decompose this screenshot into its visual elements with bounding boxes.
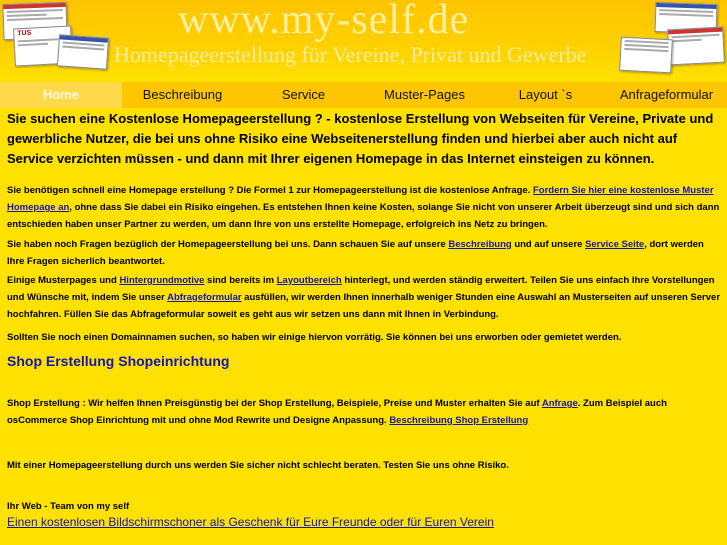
main-navigation (0, 82, 727, 108)
nav-service[interactable]: Service (281, 87, 326, 102)
bildschirmschoner-link[interactable]: Einen kostenlosen Bildschirmschoner als Geschenk für Eure Freunde oder für Euren Verein (7, 515, 494, 529)
muster-homepage-link[interactable]: Fordern Sie hier eine kostenlose Muster Homepage an (7, 185, 714, 213)
nav-anfrageformular[interactable]: Anfrageformular (619, 87, 714, 102)
website-thumbnail-6 (619, 37, 673, 74)
text: , ohne dass Sie dabei ein Risiko eingehen. Es entstehen Ihnen keine Kosten, solange Sie nicht von unserer Arbeit überzeugt sind und sich dann entschieden haben unser Partner zu werden, um dann Ihre von uns erstellte Homepage, erfolgreich ins Netz zu bringen. (7, 202, 720, 230)
signature-text: Ihr Web - Team von my self (7, 501, 130, 512)
intro-text: Sie suchen eine Kostenlose Homepageerstellung ? - kostenlose Erstellung von Webseiten für Vereine, Private und gewerbliche Nutzer, die bei uns ohne Risiko eine Webseitenerstellung finden und hierbei aber auch nicht auf Service verzichten müssen - und dann mit Ihrer eigenen Homepage in das Internet einsteigen zu können. (7, 111, 714, 166)
paragraph-domainnamen: Sollten Sie noch einen Domainnamen suchen, so haben wir einige hiervon vorrätig. Sie können bei uns erworben oder gemietet werden. (7, 332, 622, 343)
site-title: www.my-self.de (178, 0, 470, 43)
hintergrundmotive-link[interactable]: Hintergrundmotive (119, 275, 205, 286)
beschreibung-shop-link[interactable]: Beschreibung Shop Erstellung (389, 415, 529, 426)
text: hinterlegt, und werden ständig erweitert. Teilen Sie uns einfach Ihre Vorstellungen und Wünsche mit, indem Sie unser (7, 275, 715, 303)
service-seite-link[interactable]: Service Seite (585, 239, 645, 250)
beschreibung-link[interactable]: Beschreibung (448, 239, 512, 250)
text: Shop Erstellung : Wir helfen Ihnen Preisgünstig bei der Shop Erstellung, Beispiele, Preise und Muster erhalten Sie auf (7, 398, 542, 409)
paragraph-fragen (7, 236, 723, 270)
site-tagline: Homepageerstellung für Vereine, Privat und Gewerbe (114, 42, 587, 67)
text: , dort werden Ihre Fragen sicherlich beantwortet. (7, 239, 704, 267)
website-thumbnail-3 (57, 34, 109, 69)
nav-beschreibung[interactable]: Beschreibung (142, 87, 223, 102)
anfrage-link[interactable]: Anfrage (541, 398, 578, 409)
paragraph-anfrage (7, 182, 723, 233)
paragraph-shop (7, 395, 723, 429)
nav-muster-pages[interactable]: Muster-Pages (384, 87, 465, 102)
abfrageformular-link[interactable]: Abfrageformular (167, 292, 242, 303)
text: . Zum Beispiel auch osCommerce Shop Einrichtung mit und ohne Mod Rewrite und Designe Anpassung. (7, 398, 667, 426)
text: Sie benötigen schnell eine Homepage erstellung ? Die Formel 1 zur Homepageerstellung ist die kostenlose Anfrage. (7, 185, 533, 196)
shop-heading: Shop Erstellung Shopeinrichtung (7, 353, 230, 369)
text: ausfüllen, wir werden Ihnen innerhalb weniger Stunden eine Auswahl an Musterseiten auf unseren Server hochfahren. Füllen Sie das Abfrageformular soweit es geht aus wir setzen uns dann mit Ihnen in Verbindung. (7, 292, 721, 320)
text: Einige Musterpages und (7, 275, 120, 286)
paragraph-musterpages (7, 272, 723, 323)
site-header (0, 0, 727, 82)
website-thumbnail-5 (667, 27, 725, 66)
text: sind bereits im (204, 275, 277, 286)
nav-layouts[interactable]: Layout `s (518, 87, 573, 102)
nav-home[interactable]: Home (0, 82, 122, 108)
text: Sie haben noch Fragen bezüglich der Homepageerstellung bei uns. Dann schauen Sie auf unsere (7, 239, 449, 250)
paragraph-beratung: Mit einer Homepageerstellung durch uns werden Sie sicher nicht schlecht beraten. Testen Sie uns ohne Risiko. (7, 460, 509, 471)
thumbnail-label: TUS (17, 29, 32, 38)
text: und auf unsere (511, 239, 586, 250)
layoutbereich-link[interactable]: Layoutbereich (276, 275, 342, 286)
main-content (0, 108, 727, 545)
